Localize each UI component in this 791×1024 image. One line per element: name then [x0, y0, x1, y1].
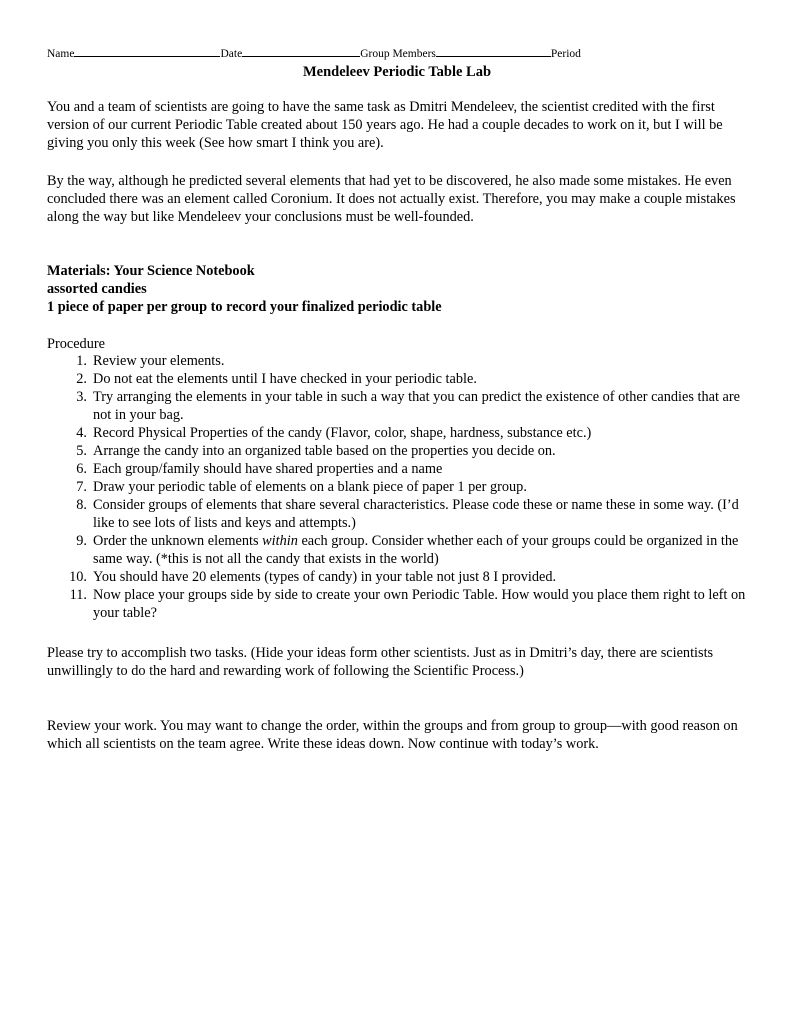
step-number: 1. — [76, 353, 87, 369]
step-text-start: Order the unknown elements — [93, 533, 263, 549]
step-number: 6. — [76, 461, 87, 477]
procedure-heading: Procedure — [47, 336, 105, 352]
list-item — [47, 568, 747, 586]
date-label: Date — [220, 48, 243, 60]
step-text: Review your elements. — [93, 353, 225, 369]
header-line — [47, 45, 581, 61]
list-item — [47, 442, 747, 460]
step-number: 2. — [76, 371, 87, 387]
name-blank — [74, 45, 220, 57]
step-number: 4. — [76, 425, 87, 441]
name-label: Name — [47, 48, 75, 60]
step-text: Consider groups of elements that share several characteristics. Please code these or name these in some way. (I’d like to see lots of lists and keys and attempts.) — [93, 497, 739, 531]
by-the-way-paragraph: By the way, although he predicted several elements that had yet to be discovered, he also made some mistakes. He even concluded there was an element called Coronium. It does not actually exist. Therefore, you may make a couple mistakes along the way but like Mendeleev your conclusions must be well-founded. — [47, 173, 736, 225]
step-number: 8. — [76, 497, 87, 513]
step-text: Record Physical Properties of the candy (Flavor, color, shape, hardness, substance etc.) — [93, 425, 592, 441]
period-label: Period — [550, 48, 581, 60]
materials-section — [47, 262, 747, 316]
step-number: 7. — [76, 479, 87, 495]
step-text: Now place your groups side by side to create your own Periodic Table. How would you place them right to left on your table? — [93, 587, 746, 621]
materials-line-1: Materials: Your Science Notebook — [47, 263, 255, 279]
review-paragraph: Review your work. You may want to change the order, within the groups and from group to group—with good reason on which all scientists on the team agree. Write these ideas down. Now continue with today’s work. — [47, 718, 738, 752]
page-title: Mendeleev Periodic Table Lab — [302, 64, 492, 80]
step-text: Try arranging the elements in your table in such a way that you can predict the existence of other candies that are not in your bag. — [93, 389, 740, 423]
list-item — [47, 370, 747, 388]
list-item — [47, 460, 747, 478]
materials-line-3: 1 piece of paper per group to record your finalized periodic table — [47, 299, 442, 315]
list-item — [47, 496, 747, 532]
step-text: Do not eat the elements until I have checked in your periodic table. — [93, 371, 477, 387]
procedure-list — [47, 352, 747, 622]
step-number: 9. — [76, 533, 87, 549]
tasks-paragraph: Please try to accomplish two tasks. (Hide your ideas form other scientists. Just as in Dmitri’s day, there are scientists unwillingly to do the hard and rewarding work of following the Scientific Process.) — [47, 645, 714, 679]
step-text: You should have 20 elements (types of candy) in your table not just 8 I provided. — [93, 569, 557, 585]
step-number: 5. — [76, 443, 87, 459]
step-text: Arrange the candy into an organized table based on the properties you decide on. — [93, 443, 556, 459]
step-text-emphasis: within — [262, 533, 298, 549]
step-number: 10. — [69, 569, 87, 585]
step-text-end: each group. Consider whether each of your groups could be organized in the same way. (*this is not all the candy that exists in the world) — [93, 533, 739, 567]
list-item — [47, 388, 747, 424]
group-members-label: Group Members — [360, 48, 436, 60]
step-number: 11. — [69, 587, 87, 603]
list-item — [47, 424, 747, 442]
list-item — [47, 532, 747, 568]
list-item — [47, 352, 747, 370]
group-members-blank — [436, 45, 551, 57]
intro-paragraph: You and a team of scientists are going to have the same task as Dmitri Mendeleev, the scientist credited with the first version of our current Periodic Table created about 150 years ago. He had a couple decades to work on it, but I will be giving you only this week (See how smart I think you are). — [47, 99, 723, 151]
date-blank — [242, 45, 360, 57]
list-item — [47, 586, 747, 622]
step-text: Draw your periodic table of elements on a blank piece of paper 1 per group. — [93, 479, 527, 495]
list-item — [47, 478, 747, 496]
step-number: 3. — [76, 389, 87, 405]
step-text: Each group/family should have shared properties and a name — [93, 461, 443, 477]
materials-line-2: assorted candies — [47, 281, 147, 297]
